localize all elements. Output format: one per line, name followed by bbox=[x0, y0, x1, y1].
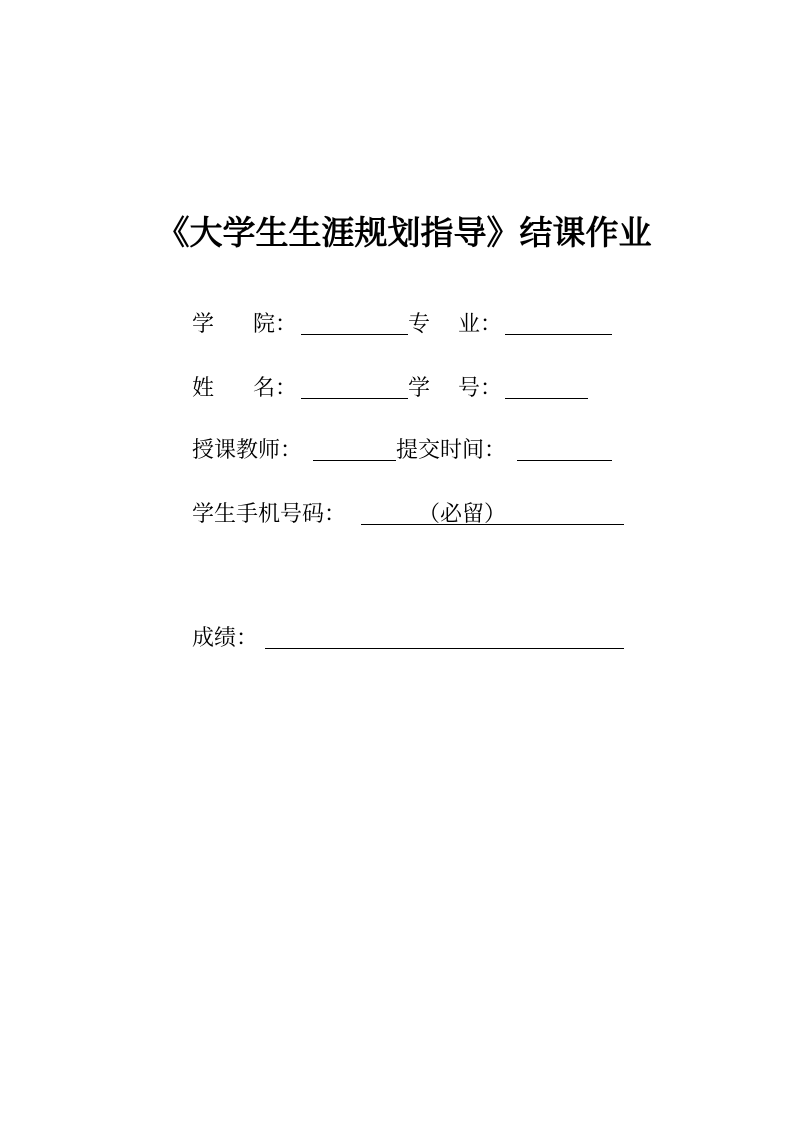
name-label-char1: 姓 bbox=[192, 376, 215, 401]
college-blank[interactable] bbox=[301, 334, 408, 335]
grade-blank[interactable] bbox=[265, 648, 624, 649]
teacher-blank[interactable] bbox=[313, 460, 396, 461]
document-title: 《大学生生涯规划指导》结课作业 bbox=[156, 213, 652, 252]
college-label-char2: 院： bbox=[253, 312, 298, 337]
student-id-label-char1: 学 bbox=[408, 376, 431, 401]
student-id-blank[interactable] bbox=[505, 398, 588, 399]
form-row-teacher-time bbox=[0, 433, 793, 469]
form-row-grade bbox=[0, 621, 793, 657]
teacher-label: 授课教师： bbox=[192, 438, 303, 463]
form-row-phone bbox=[0, 497, 793, 533]
major-label-char1: 专 bbox=[408, 312, 431, 337]
submit-time-blank[interactable] bbox=[517, 460, 612, 461]
name-label-char2: 名： bbox=[253, 376, 298, 401]
phone-required-note: （必留） bbox=[418, 502, 507, 527]
major-blank[interactable] bbox=[505, 334, 612, 335]
grade-label: 成绩： bbox=[192, 626, 259, 651]
form-row-college-major bbox=[0, 307, 793, 343]
submit-time-label: 提交时间： bbox=[396, 438, 507, 463]
name-blank[interactable] bbox=[301, 398, 408, 399]
student-id-label-char2: 号： bbox=[458, 376, 503, 401]
form-row-name-id bbox=[0, 371, 793, 407]
phone-label: 学生手机号码： bbox=[192, 502, 347, 527]
major-label-char2: 业： bbox=[458, 312, 503, 337]
college-label-char1: 学 bbox=[192, 312, 215, 337]
